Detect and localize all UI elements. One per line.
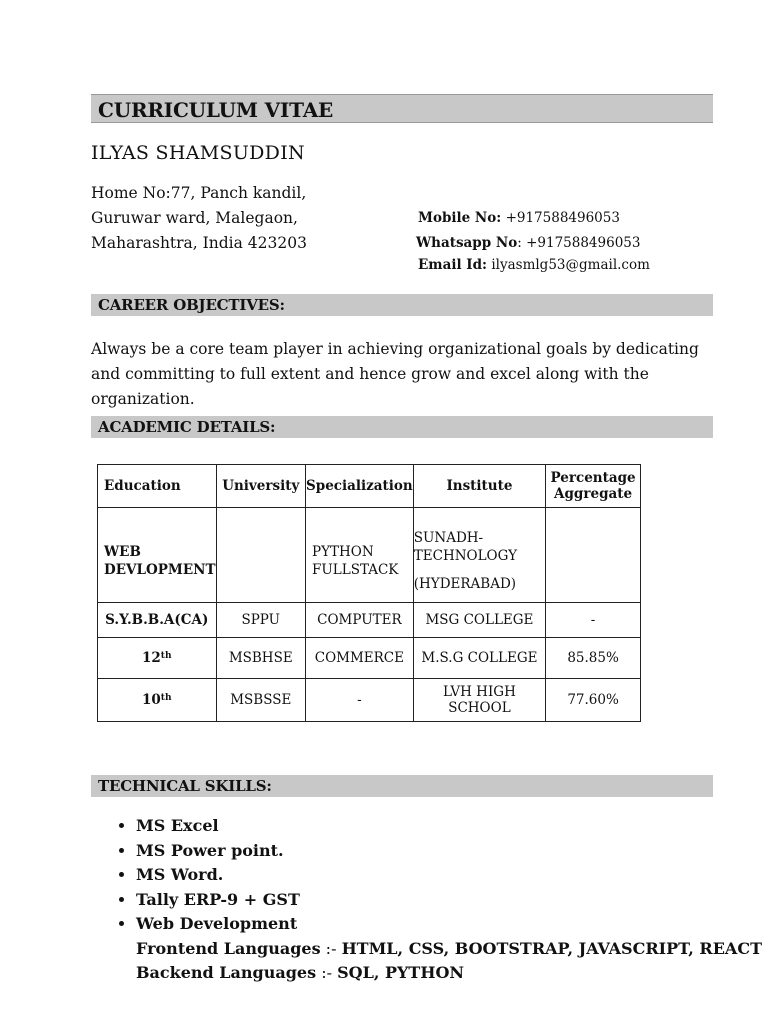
cell-text: 10 [142,692,161,708]
candidate-name: ILYAS SHAMSUDDIN [91,142,305,164]
cell-percentage: 77.60% [546,679,641,722]
technical-skills-heading: TECHNICAL SKILLS: [91,775,713,797]
table-row [98,638,641,679]
column-header-line: Aggregate [554,486,633,502]
mobile-label: Mobile No: [418,210,502,226]
mobile-contact [418,210,620,226]
cell-text: WEB [104,544,141,560]
cell-institute: MSG COLLEGE [413,603,545,638]
academic-details-heading: ACADEMIC DETAILS: [91,416,713,438]
frontend-list: HTML, CSS, BOOTSTRAP, JAVASCRIPT, REACT [341,938,762,958]
cell-institute: LVH HIGH SCHOOL [413,679,545,722]
cell-university: MSBHSE [216,638,306,679]
cell-specialization: COMPUTER [306,603,414,638]
frontend-languages [136,937,762,962]
cell-specialization: COMMERCE [306,638,414,679]
cell-specialization: - [306,679,414,722]
ordinal-suffix: th [160,693,172,703]
cell-text: 12 [142,650,161,666]
backend-list: SQL, PYTHON [337,963,464,982]
backend-label: Backend Languages [136,963,317,982]
cell-education: S.Y.B.B.A(CA) [98,603,217,638]
cell-education [98,508,217,603]
table-row [98,508,641,603]
address-line: Maharashtra, India 423203 [91,234,307,252]
cell-university [216,508,306,603]
table-header-row [98,465,641,508]
cell-percentage: - [546,603,641,638]
document-title: CURRICULUM VITAE [91,94,713,123]
table-row [98,603,641,638]
cell-institute [413,508,545,603]
cell-education [98,638,217,679]
list-item: • Tally ERP-9 + GST [136,888,762,913]
column-header: University [216,465,306,508]
cell-percentage [546,508,641,603]
cell-text: DEVLOPMENT [104,562,216,578]
address-block [91,181,307,256]
email-label: Email Id: [418,257,488,273]
cell-university: SPPU [216,603,306,638]
career-objective-text: Always be a core team player in achieving organizational goals by dedicating and committing to full extent and hence grow and excel along with the organization. [91,340,699,408]
column-header-line: Percentage [550,470,636,486]
list-item [136,912,762,986]
column-header [546,465,641,508]
cell-institute: M.S.G COLLEGE [413,638,545,679]
email-address: ilyasmlg53@gmail.com [491,257,650,273]
column-header: Education [98,465,217,508]
academic-table [97,464,641,722]
whatsapp-number: : +917588496053 [517,235,641,251]
table-row [98,679,641,722]
cell-education [98,679,217,722]
frontend-label: Frontend Languages [136,938,321,958]
career-objectives-heading: CAREER OBJECTIVES: [91,294,713,316]
cell-university: MSBSSE [216,679,306,722]
cell-text: SUNADH- [413,530,484,546]
ordinal-suffix: th [160,651,172,661]
cell-text: PYTHON [312,544,374,560]
separator: :- [320,938,342,958]
mobile-number: +917588496053 [505,210,620,226]
cell-text: FULLSTACK [312,562,399,578]
cell-text: TECHNOLOGY [413,548,518,564]
whatsapp-contact [416,235,640,251]
list-item: • MS Word. [136,863,762,888]
skill-text: Web Development [136,914,298,933]
column-header: Institute [413,465,545,508]
address-line: Home No:77, Panch kandil, [91,184,307,202]
skills-list [104,814,762,986]
backend-languages [136,961,762,986]
cell-percentage: 85.85% [546,638,641,679]
list-item: • MS Power point. [136,839,762,864]
address-line: Guruwar ward, Malegaon, [91,209,298,227]
column-header: Specialization [306,465,414,508]
cell-text: (HYDERABAD) [413,576,517,592]
email-contact [418,257,650,273]
list-item: • MS Excel [136,814,762,839]
whatsapp-label: Whatsapp No [416,235,518,251]
separator: :- [316,963,338,982]
cell-specialization [306,508,414,603]
